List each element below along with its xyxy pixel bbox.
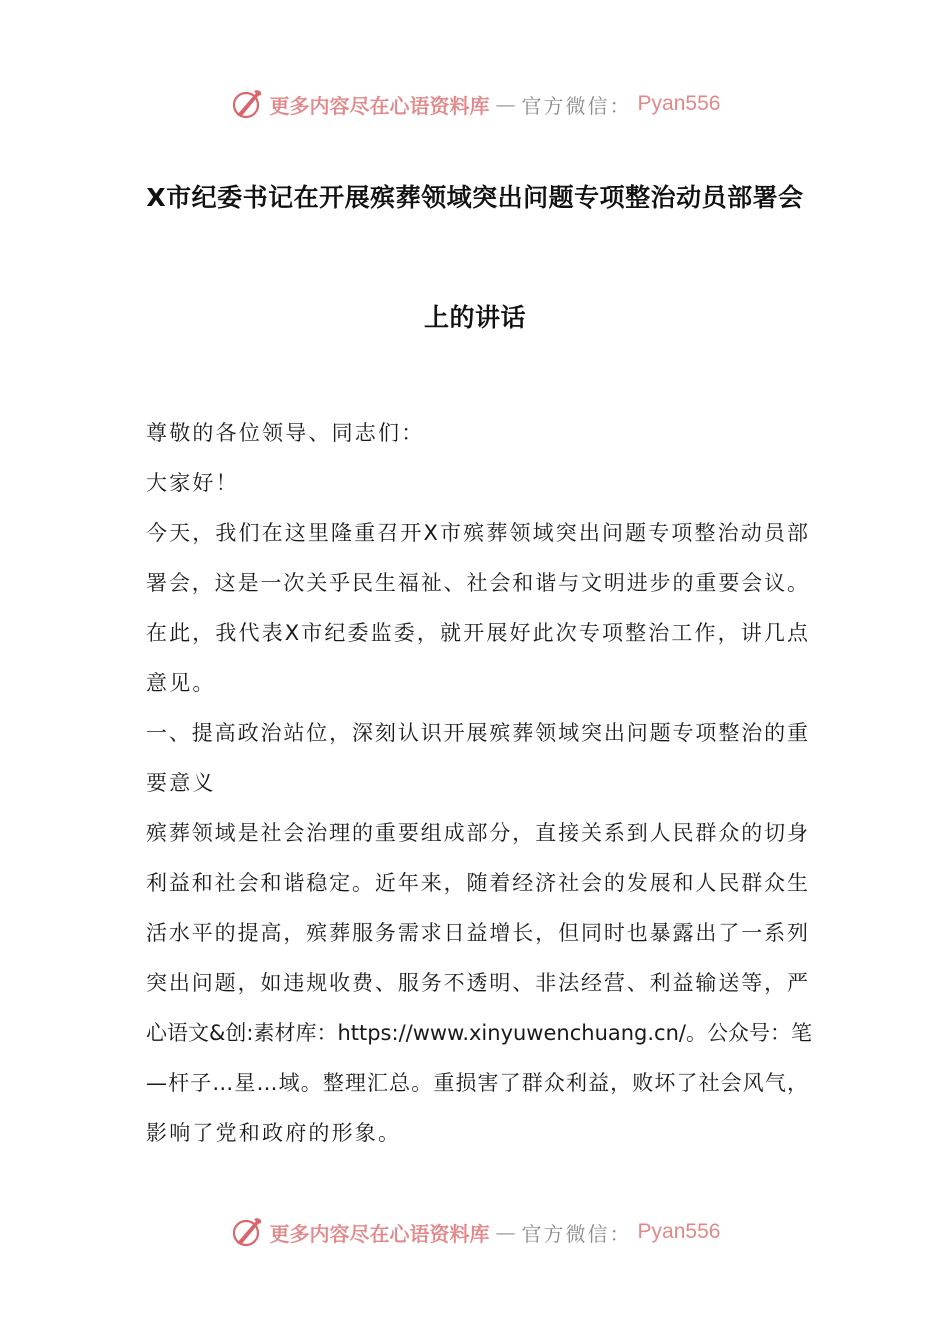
banner-wechat-label: 官方微信： — [521, 1221, 632, 1246]
body-line: 意见。 — [146, 671, 216, 695]
banner-lead-text: 更多内容尽在心语资料库 — [269, 93, 490, 118]
body-line: 利益和社会和谐稳定。近年来，随着经济社会的发展和人民群众生 — [146, 871, 808, 895]
banner-dash: — — [495, 1220, 516, 1244]
banner-wechat-label: 官方微信： — [521, 93, 632, 118]
body-line: 在此，我代表X市纪委监委，就开展好此次专项整治工作，讲几点 — [146, 621, 808, 645]
body-line: 尊敬的各位领导、同志们： — [146, 421, 425, 445]
banner-wechat-id: Pyan556 — [637, 1220, 721, 1243]
quill-pen-logo-icon — [230, 1215, 264, 1249]
body-line: 突出问题，如违规收费、服务不透明、非法经营、利益输送等，严 — [146, 971, 808, 995]
banner-wechat-id: Pyan556 — [637, 92, 721, 115]
body-line: —杆子…星…域。整理汇总。重损害了群众利益，败坏了社会风气， — [146, 1071, 808, 1095]
body-line: 署会，这是一次关乎民生福祉、社会和谐与文明进步的重要会议。 — [146, 571, 808, 595]
footer-watermark-banner — [0, 1210, 950, 1254]
document-body — [146, 418, 812, 1168]
body-line: 大家好！ — [146, 471, 239, 495]
body-line: 殡葬领域是社会治理的重要组成部分，直接关系到人民群众的切身 — [146, 821, 808, 845]
body-line: 一、提高政治站位，深刻认识开展殡葬领域突出问题专项整治的重 — [146, 721, 808, 745]
body-line: 要意义 — [146, 771, 216, 795]
body-line: 心语文&创:素材库：https://www.xinyuwenchuang.cn/。公众号：笔 — [146, 1021, 812, 1045]
document-title-line-2: 上的讲话 — [423, 303, 526, 332]
banner-lead-text: 更多内容尽在心语资料库 — [269, 1221, 490, 1246]
quill-pen-logo-icon — [230, 87, 264, 121]
header-watermark-banner — [0, 82, 950, 126]
body-line: 今天，我们在这里隆重召开X市殡葬领域突出问题专项整治动员部 — [146, 521, 808, 545]
body-line: 活水平的提高，殡葬服务需求日益增长，但同时也暴露出了一系列 — [146, 921, 808, 945]
document-title-line-1: X市纪委书记在开展殡葬领域突出问题专项整治动员部署会 — [146, 183, 804, 212]
body-line: 影响了党和政府的形象。 — [146, 1121, 402, 1145]
banner-dash: — — [495, 92, 516, 116]
